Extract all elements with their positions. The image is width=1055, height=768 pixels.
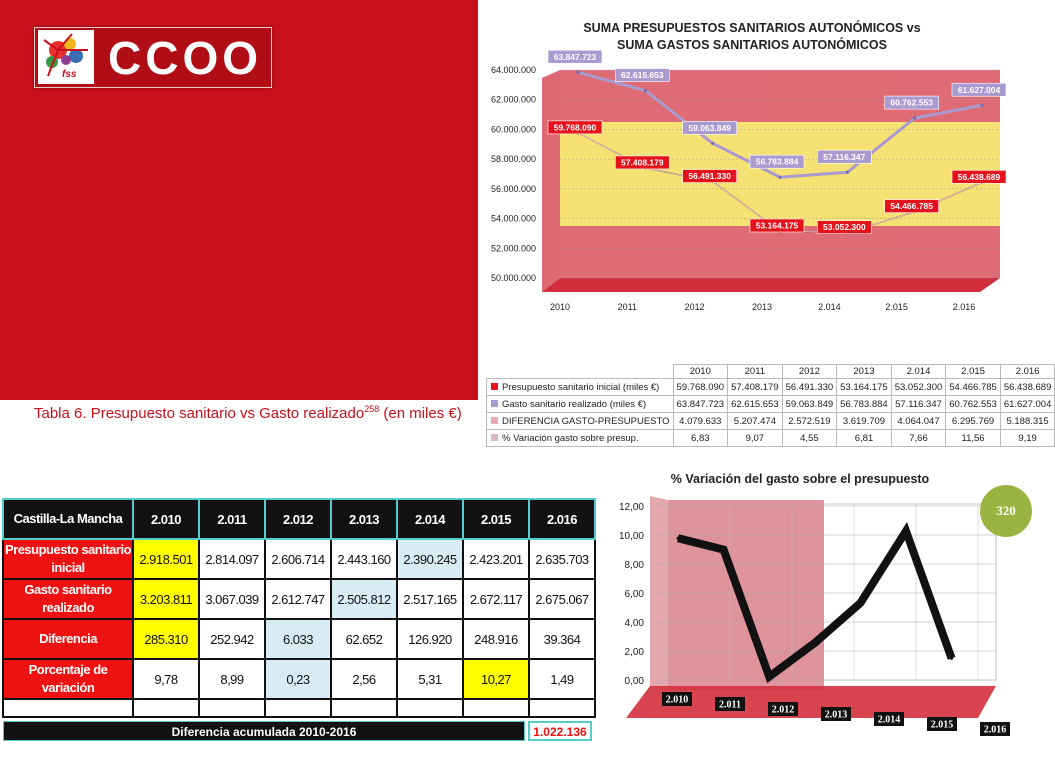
chart1-title-line2: SUMA GASTOS SANITARIOS AUTONÓMICOS — [617, 38, 887, 52]
chart1-point — [980, 104, 983, 107]
clm-row-label: Presupuesto sanitario inicial — [3, 539, 133, 579]
clm-spacer-row — [3, 699, 595, 717]
chart2-y-tick-label: 0,00 — [624, 676, 644, 687]
chart1-title-line1: SUMA PRESUPUESTOS SANITARIOS AUTONÓMICOS vs — [583, 21, 921, 35]
clm-spacer-cell — [463, 699, 529, 717]
caption-suffix: (en miles €) — [379, 405, 462, 422]
clm-cell: 2.672.117 — [463, 579, 529, 619]
clm-row — [3, 539, 595, 579]
page-number-badge: 320 — [980, 485, 1032, 537]
chart2-title: % Variación del gasto sobre el presupuesto — [670, 472, 930, 486]
legend-swatch-icon — [491, 417, 498, 424]
clm-row-label: Gasto sanitario realizado — [3, 579, 133, 619]
chart2-x-tick-label: 2.013 — [824, 709, 848, 721]
chart1-x-tick-label: 2012 — [684, 302, 705, 312]
chart1-data-label: 56.783.884 — [755, 156, 799, 167]
clm-spacer-cell — [199, 699, 265, 717]
chart2-x-tick-label: 2.014 — [877, 714, 901, 726]
clm-row — [3, 659, 595, 699]
chart1-y-tick-label: 56.000.000 — [490, 183, 536, 194]
chart2-flag-panel — [668, 500, 824, 690]
data-table-cell: 57.116.347 — [891, 396, 946, 413]
chart1-data-label: 53.052.300 — [823, 222, 866, 233]
chart1-x-tick-label: 2013 — [751, 302, 773, 312]
data-table-cell: 56.438.689 — [1000, 379, 1055, 396]
data-table-header-cell: 2.015 — [946, 365, 1001, 379]
accumulated-difference-label: Diferencia acumulada 2010-2016 — [3, 721, 525, 741]
chart1-point — [644, 89, 647, 92]
clm-spacer-cell — [3, 699, 133, 717]
chart1-data-label: 57.408.179 — [621, 157, 664, 168]
chart1-x-ticks — [550, 302, 975, 312]
chart2-y-tick-label: 6,00 — [624, 589, 644, 600]
clm-spacer-cell — [331, 699, 397, 717]
legend-label: % Variación gasto sobre presup. — [502, 432, 639, 444]
data-table-cell: 59.063.849 — [782, 396, 837, 413]
caption-footnote: 258 — [364, 404, 380, 414]
chart1-title — [480, 20, 1024, 54]
data-table-cell: 63.847.723 — [673, 396, 728, 413]
chart2-point — [722, 548, 725, 551]
data-table-cell: 56.491.330 — [782, 379, 837, 396]
chart1-floor — [542, 278, 1000, 292]
chart1-data-label: 53.164.175 — [755, 220, 799, 231]
data-table-header-cell: 2.016 — [1000, 365, 1055, 379]
chart2-x-tick-label: 2.016 — [983, 724, 1007, 736]
chart1-data-label: 59.768.090 — [553, 122, 597, 133]
clm-year-header: 2.010 — [133, 499, 199, 539]
clm-spacer-cell — [133, 699, 199, 717]
chart1 — [480, 52, 1024, 322]
legend-label: Gasto sanitario realizado (miles €) — [502, 398, 647, 410]
chart1-data-label: 56.491.330 — [688, 171, 731, 182]
chart2-point — [859, 602, 862, 605]
data-table-cell: 6.295.769 — [946, 413, 1001, 430]
clm-cell: 2.814.097 — [199, 539, 265, 579]
clm-row-label: Diferencia — [3, 619, 133, 659]
chart2-x-tick-label: 2.012 — [771, 704, 795, 716]
data-table-header-row — [487, 365, 1055, 379]
chart1-x-tick-label: 2.016 — [952, 302, 976, 312]
clm-cell: 2.918.501 — [133, 539, 199, 579]
clm-spacer-cell — [265, 699, 331, 717]
data-table-cell: 60.762.553 — [946, 396, 1001, 413]
chart1-x-tick-label: 2010 — [549, 302, 571, 312]
data-table-header-cell: 2010 — [673, 365, 728, 379]
clm-header-row — [3, 499, 595, 539]
chart1-data-label: 61.627.004 — [957, 84, 1001, 95]
data-table-row-label — [487, 379, 674, 396]
data-table-cell: 11,56 — [946, 430, 1001, 447]
data-table-cell: 56.783.884 — [837, 396, 892, 413]
chart2-point — [950, 657, 953, 660]
clm-year-header: 2.013 — [331, 499, 397, 539]
data-table-row — [487, 430, 1055, 447]
chart1-y-tick-label: 50.000.000 — [490, 273, 536, 283]
clm-cell: 252.942 — [199, 619, 265, 659]
clm-cell: 2.390.245 — [397, 539, 463, 579]
clm-cell: 2.423.201 — [463, 539, 529, 579]
clm-year-header: 2.016 — [529, 499, 595, 539]
data-table-cell: 4.079.633 — [673, 413, 728, 430]
data-table-cell: 59.768.090 — [673, 379, 728, 396]
accumulated-difference-value: 1.022.136 — [528, 721, 592, 741]
data-table-header-cell: 2011 — [728, 365, 783, 379]
legend-label: DIFERENCIA GASTO-PRESUPUESTO — [502, 415, 670, 427]
clm-cell: 2.443.160 — [331, 539, 397, 579]
data-table-cell: 6,81 — [837, 430, 892, 447]
chart2-x-tick-label: 2.010 — [665, 694, 689, 706]
clm-spacer-cell — [397, 699, 463, 717]
data-table-cell: 5.188.315 — [1000, 413, 1055, 430]
chart2-y-tick-label: 10,00 — [618, 531, 644, 542]
data-table-cell: 2.572.519 — [782, 413, 837, 430]
chart2-x-tick-label: 2.011 — [719, 699, 741, 711]
clm-cell: 0,23 — [265, 659, 331, 699]
chart1-data-label: 59.063.849 — [688, 122, 731, 133]
clm-cell: 2.675.067 — [529, 579, 595, 619]
chart2-point — [768, 675, 771, 678]
clm-cell: 248.916 — [463, 619, 529, 659]
chart1-data-table — [486, 364, 1055, 447]
legend-swatch-icon — [491, 383, 498, 390]
table-caption — [34, 404, 462, 422]
clm-year-header: 2.012 — [265, 499, 331, 539]
chart1-data-label: 60.762.553 — [890, 97, 933, 108]
clm-cell: 3.203.811 — [133, 579, 199, 619]
clm-cell: 126.920 — [397, 619, 463, 659]
clm-cell: 10,27 — [463, 659, 529, 699]
data-table-row — [487, 379, 1055, 396]
chart1-data-label: 54.466.785 — [890, 201, 933, 212]
caption-text: Tabla 6. Presupuesto sanitario vs Gasto realizado — [34, 405, 365, 422]
data-table-cell: 54.466.785 — [946, 379, 1001, 396]
data-table-cell: 62.615.653 — [728, 396, 783, 413]
clm-cell: 2.635.703 — [529, 539, 595, 579]
chart1-point — [711, 142, 714, 145]
clm-cell: 285.310 — [133, 619, 199, 659]
clm-region-header: Castilla-La Mancha — [3, 499, 133, 539]
clm-cell: 2.505.812 — [331, 579, 397, 619]
chart1-data-label: 63.847.723 — [553, 51, 597, 62]
clm-table — [2, 498, 596, 718]
clm-row — [3, 579, 595, 619]
data-table-cell: 7,66 — [891, 430, 946, 447]
chart1-y-tick-label: 60.000.000 — [490, 124, 536, 135]
chart1-y-tick-label: 62.000.000 — [490, 94, 536, 105]
chart2 — [606, 490, 1024, 768]
data-table-cell: 53.164.175 — [837, 379, 892, 396]
clm-cell: 2.517.165 — [397, 579, 463, 619]
chart2-point — [813, 641, 816, 644]
data-table-row-label — [487, 413, 674, 430]
chart2-point — [677, 537, 680, 540]
data-table-header-cell: 2012 — [782, 365, 837, 379]
chart1-y-tick-label: 58.000.000 — [490, 154, 536, 165]
chart1-y-tick-label: 54.000.000 — [490, 213, 536, 224]
legend-label: Presupuesto sanitario inicial (miles €) — [502, 381, 660, 393]
clm-year-header: 2.015 — [463, 499, 529, 539]
data-table-row-label — [487, 396, 674, 413]
legend-swatch-icon — [491, 400, 498, 407]
chart2-y-tick-label: 2,00 — [624, 647, 644, 658]
chart2-y-tick-label: 8,00 — [624, 560, 644, 571]
data-table-row — [487, 413, 1055, 430]
chart2-y-tick-label: 4,00 — [624, 618, 644, 629]
chart2-y-tick-label: 12,00 — [618, 502, 644, 513]
ccoo-logo-icon — [104, 32, 266, 84]
chart1-point — [576, 71, 579, 74]
clm-cell: 39.364 — [529, 619, 595, 659]
chart1-y-ticks — [491, 65, 536, 283]
data-table-row — [487, 396, 1055, 413]
data-table-cell: 9,07 — [728, 430, 783, 447]
clm-row-label: Porcentaje de variación — [3, 659, 133, 699]
chart1-point — [778, 176, 781, 179]
data-table-cell: 61.627.004 — [1000, 396, 1055, 413]
legend-swatch-icon — [491, 434, 498, 441]
data-table-corner — [487, 365, 674, 379]
clm-cell: 1,49 — [529, 659, 595, 699]
clm-cell: 62.652 — [331, 619, 397, 659]
chart1-x-tick-label: 2011 — [617, 302, 638, 312]
clm-cell: 9,78 — [133, 659, 199, 699]
clm-cell: 5,31 — [397, 659, 463, 699]
chart1-point — [913, 116, 916, 119]
clm-cell: 6.033 — [265, 619, 331, 659]
data-table-cell: 4.064.047 — [891, 413, 946, 430]
chart2-x-tick-label: 2.015 — [930, 719, 954, 731]
clm-spacer-cell — [529, 699, 595, 717]
chart1-data-label: 62.615.653 — [621, 70, 664, 81]
data-table-row-label — [487, 430, 674, 447]
clm-cell: 8,99 — [199, 659, 265, 699]
data-table-header-cell: 2.014 — [891, 365, 946, 379]
clm-cell: 2,56 — [331, 659, 397, 699]
chart1-data-label: 57.116.347 — [823, 151, 866, 162]
data-table-header-cell: 2013 — [837, 365, 892, 379]
data-table-cell: 4,55 — [782, 430, 837, 447]
data-table-cell: 57.408.179 — [728, 379, 783, 396]
ccoo-logo-text: CCOO — [108, 32, 262, 84]
clm-year-header: 2.014 — [397, 499, 463, 539]
chart1-x-tick-label: 2.015 — [885, 302, 908, 312]
clm-cell: 3.067.039 — [199, 579, 265, 619]
chart1-data-label: 56.438.689 — [957, 171, 1001, 182]
chart2-y-ticks — [619, 502, 644, 687]
fss-label: fss — [62, 69, 77, 80]
chart1-y-tick-label: 64.000.000 — [490, 65, 536, 75]
chart1-side-wall — [542, 70, 560, 292]
data-table-cell: 3.619.709 — [837, 413, 892, 430]
data-table-cell: 9,19 — [1000, 430, 1055, 447]
chart1-x-tick-label: 2.014 — [818, 302, 841, 312]
clm-cell: 2.606.714 — [265, 539, 331, 579]
clm-row — [3, 619, 595, 659]
clm-cell: 2.612.747 — [265, 579, 331, 619]
data-table-cell: 6,83 — [673, 430, 728, 447]
chart2-point — [905, 530, 908, 533]
data-table-cell: 53.052.300 — [891, 379, 946, 396]
clm-year-header: 2.011 — [199, 499, 265, 539]
data-table-cell: 5.207.474 — [728, 413, 783, 430]
chart1-y-tick-label: 52.000.000 — [490, 243, 536, 254]
chart1-point — [846, 171, 849, 174]
